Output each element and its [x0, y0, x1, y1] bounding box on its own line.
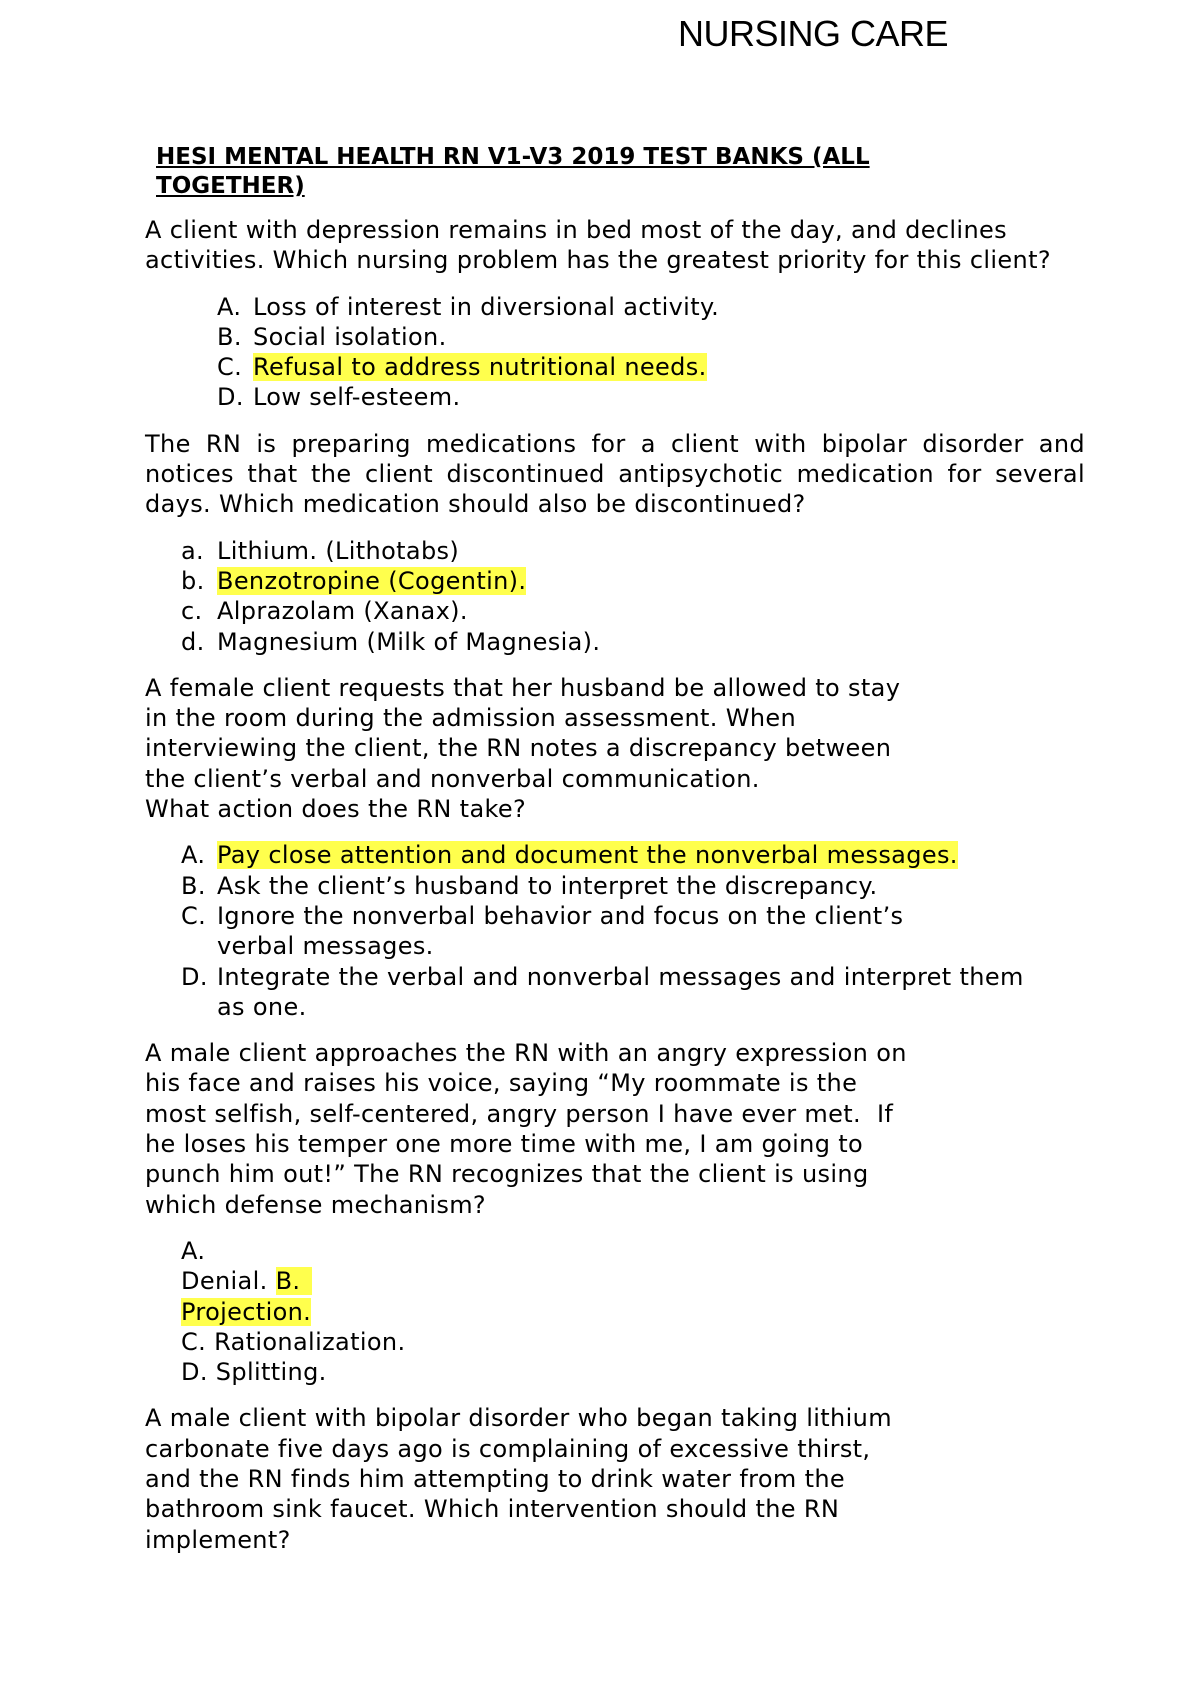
question-5 [145, 1403, 1085, 1554]
question-line: and the RN finds him attempting to drink water from the [145, 1464, 846, 1493]
highlighted-answer: Projection. [181, 1297, 312, 1326]
question-line: carbonate five days ago is complaining of excessive thirst, [145, 1434, 871, 1463]
page-header: NURSING CARE [678, 13, 949, 54]
option-text: Denial. [181, 1267, 276, 1296]
option-list [145, 536, 1085, 657]
question-line: he loses his temper one more time with me, I am going to [145, 1130, 864, 1159]
question-text: A client with depression remains in bed most of the day, and declines activities. Which nursing problem has the greatest priority for this client? [145, 216, 1051, 275]
question-2 [145, 429, 1085, 657]
option-line [181, 1297, 1085, 1327]
question-1 [145, 215, 1085, 413]
option-a [145, 292, 1085, 322]
question-line: A female client requests that her husband be allowed to stay [145, 673, 901, 702]
option-line: D. Splitting. [181, 1358, 327, 1387]
highlighted-answer: Refusal to address nutritional needs. [253, 353, 707, 382]
option-text: Ignore the nonverbal behavior and focus on the client’s verbal messages. [217, 901, 904, 961]
question-line: in the room during the admission assessment. When [145, 704, 797, 733]
option-text: Ask the client’s husband to interpret the discrepancy. [217, 871, 878, 900]
option-list [145, 840, 1085, 1022]
option-text: Low self-esteem. [253, 383, 461, 412]
option-text: Lithium. (Lithotabs) [217, 536, 460, 565]
option-letter: C. [217, 353, 243, 382]
option-b [145, 871, 1085, 901]
option-letter: A. [217, 292, 242, 321]
highlighted-answer: Pay close attention and document the nonverbal messages. [217, 841, 958, 870]
option-line [181, 1266, 1085, 1296]
highlighted-answer: B. [276, 1267, 313, 1295]
option-text: Alprazolam (Xanax). [217, 597, 468, 626]
option-text: Loss of interest in diversional activity. [253, 292, 720, 321]
question-text [145, 1403, 1085, 1554]
question-line: A male client approaches the RN with an angry expression on [145, 1039, 907, 1068]
question-line: which defense mechanism? [145, 1190, 487, 1219]
question-line: bathroom sink faucet. Which intervention should the RN [145, 1495, 840, 1524]
option-letter: A. [181, 841, 206, 870]
option-text: Integrate the verbal and nonverbal messages and interpret them as one. [217, 962, 1024, 1021]
option-text: Social isolation. [253, 322, 447, 351]
question-line: A male client with bipolar disorder who began taking lithium [145, 1404, 892, 1433]
question-text [145, 673, 1085, 824]
question-line: interviewing the client, the RN notes a discrepancy between [145, 734, 892, 763]
question-text: The RN is preparing medications for a client with bipolar disorder and notices that the client discontinued antipsychotic medication for several days. Which medication should also be discontinued? [145, 429, 1085, 519]
question-4 [145, 1038, 1085, 1387]
option-b [145, 322, 1085, 352]
option-d [145, 627, 1085, 657]
document-title: HESI MENTAL HEALTH RN V1-V3 2019 TEST BANKS (ALL TOGETHER) [156, 144, 870, 199]
option-line: A. [181, 1236, 206, 1265]
option-d [145, 962, 1037, 1023]
question-line: the client’s verbal and nonverbal communication. [145, 764, 760, 793]
option-text: Magnesium (Milk of Magnesia). [217, 627, 601, 656]
option-c [145, 352, 1085, 382]
option-letter: d. [181, 627, 205, 656]
option-letter: C. [181, 901, 207, 930]
option-letter: B. [217, 322, 242, 351]
option-line: C. Rationalization. [181, 1327, 406, 1356]
question-line: implement? [145, 1525, 291, 1554]
option-d [145, 382, 1085, 412]
option-letter: D. [181, 962, 208, 991]
highlighted-answer: Benzotropine (Cogentin). [217, 566, 527, 595]
question-text [145, 1038, 1085, 1220]
option-c [145, 596, 1085, 626]
option-b [145, 566, 1085, 596]
question-line: What action does the RN take? [145, 795, 527, 824]
option-letter: c. [181, 597, 203, 626]
question-list [145, 215, 1085, 1555]
option-letter: b. [181, 566, 205, 595]
question-line: his face and raises his voice, saying “My roommate is the [145, 1069, 858, 1098]
option-c [145, 901, 937, 962]
question-line: punch him out!” The RN recognizes that the client is using [145, 1160, 869, 1189]
option-a [145, 536, 1085, 566]
option-letter: D. [217, 383, 244, 412]
option-letter: B. [181, 871, 206, 900]
option-list [181, 1236, 1085, 1387]
question-line: most selfish, self-centered, angry person I have ever met. If [145, 1099, 894, 1128]
option-a [145, 840, 1085, 870]
option-letter: a. [181, 536, 205, 565]
question-3 [145, 673, 1085, 1022]
option-list [145, 292, 1085, 413]
